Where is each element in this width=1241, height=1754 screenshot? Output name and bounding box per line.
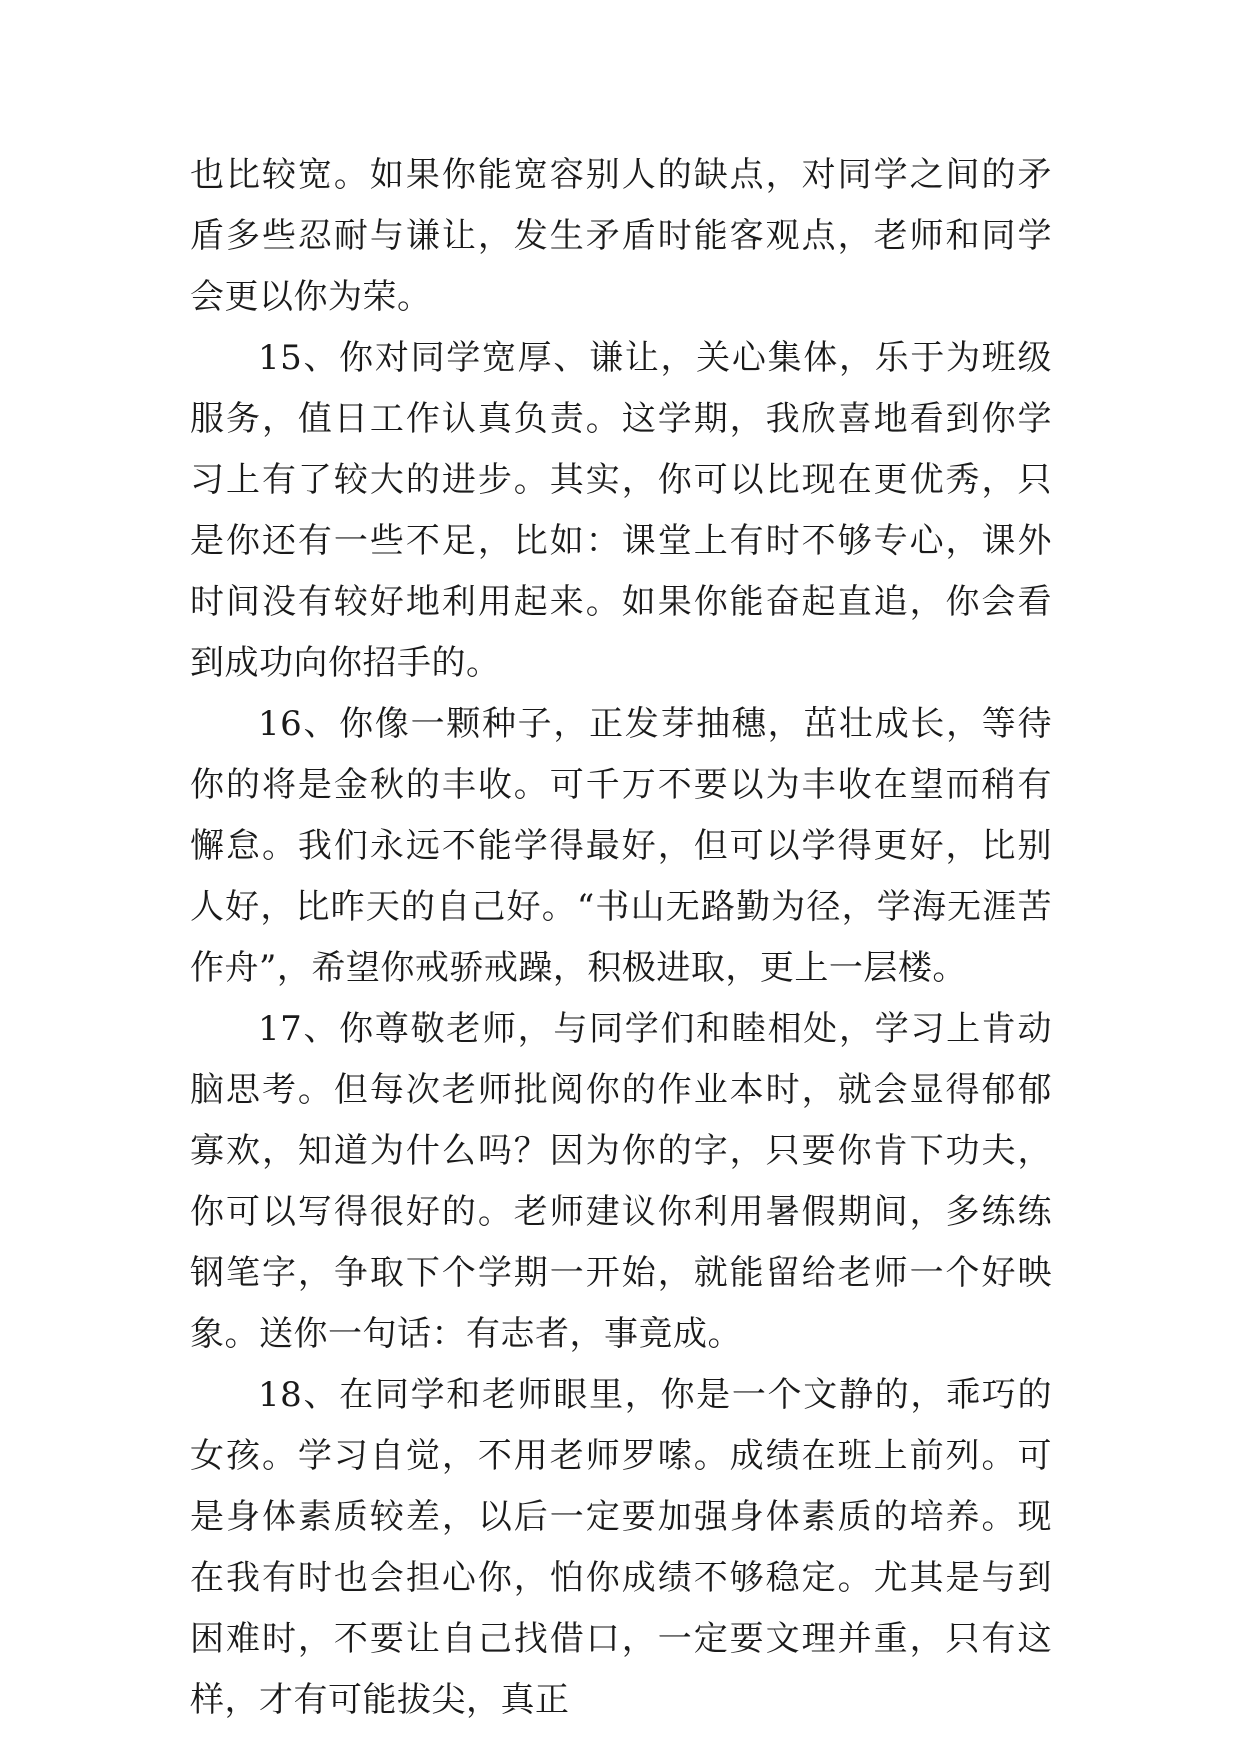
document-body xyxy=(190,145,1052,1731)
paragraph-comment-16: 16、你像一颗种子，正发芽抽穗，茁壮成长，等待你的将是金秋的丰收。可千万不要以为丰收在望而稍有懈怠。我们永远不能学得最好，但可以学得更好，比别人好，比昨天的自己好。“书山无路勤为径，学海无涯苦作舟”，希望你戒骄戒躁，积极进取，更上一层楼。 xyxy=(190,704,1052,988)
paragraph-comment-15: 15、你对同学宽厚、谦让，关心集体，乐于为班级服务，值日工作认真负责。这学期，我欣喜地看到你学习上有了较大的进步。其实，你可以比现在更优秀，只是你还有一些不足，比如：课堂上有时不够专心，课外时间没有较好地利用起来。如果你能奋起直追，你会看到成功向你招手的。 xyxy=(190,338,1052,683)
paragraph-comment-18: 18、在同学和老师眼里，你是一个文静的，乖巧的女孩。学习自觉，不用老师罗嗦。成绩在班上前列。可是身体素质较差，以后一定要加强身体素质的培养。现在我有时也会担心你，怕你成绩不够稳定。尤其是与到困难时，不要让自己找借口，一定要文理并重，只有这样，才有可能拔尖，真正 xyxy=(190,1375,1052,1720)
paragraph-comment-17: 17、你尊敬老师，与同学们和睦相处，学习上肯动脑思考。但每次老师批阅你的作业本时，就会显得郁郁寡欢，知道为什么吗？因为你的字，只要你肯下功夫，你可以写得很好的。老师建议你利用暑假期间，多练练钢笔字，争取下个学期一开始，就能留给老师一个好映象。送你一句话：有志者，事竟成。 xyxy=(190,1009,1052,1354)
paragraph-continued: 也比较宽。如果你能宽容别人的缺点，对同学之间的矛盾多些忍耐与谦让，发生矛盾时能客观点，老师和同学会更以你为荣。 xyxy=(190,155,1052,317)
